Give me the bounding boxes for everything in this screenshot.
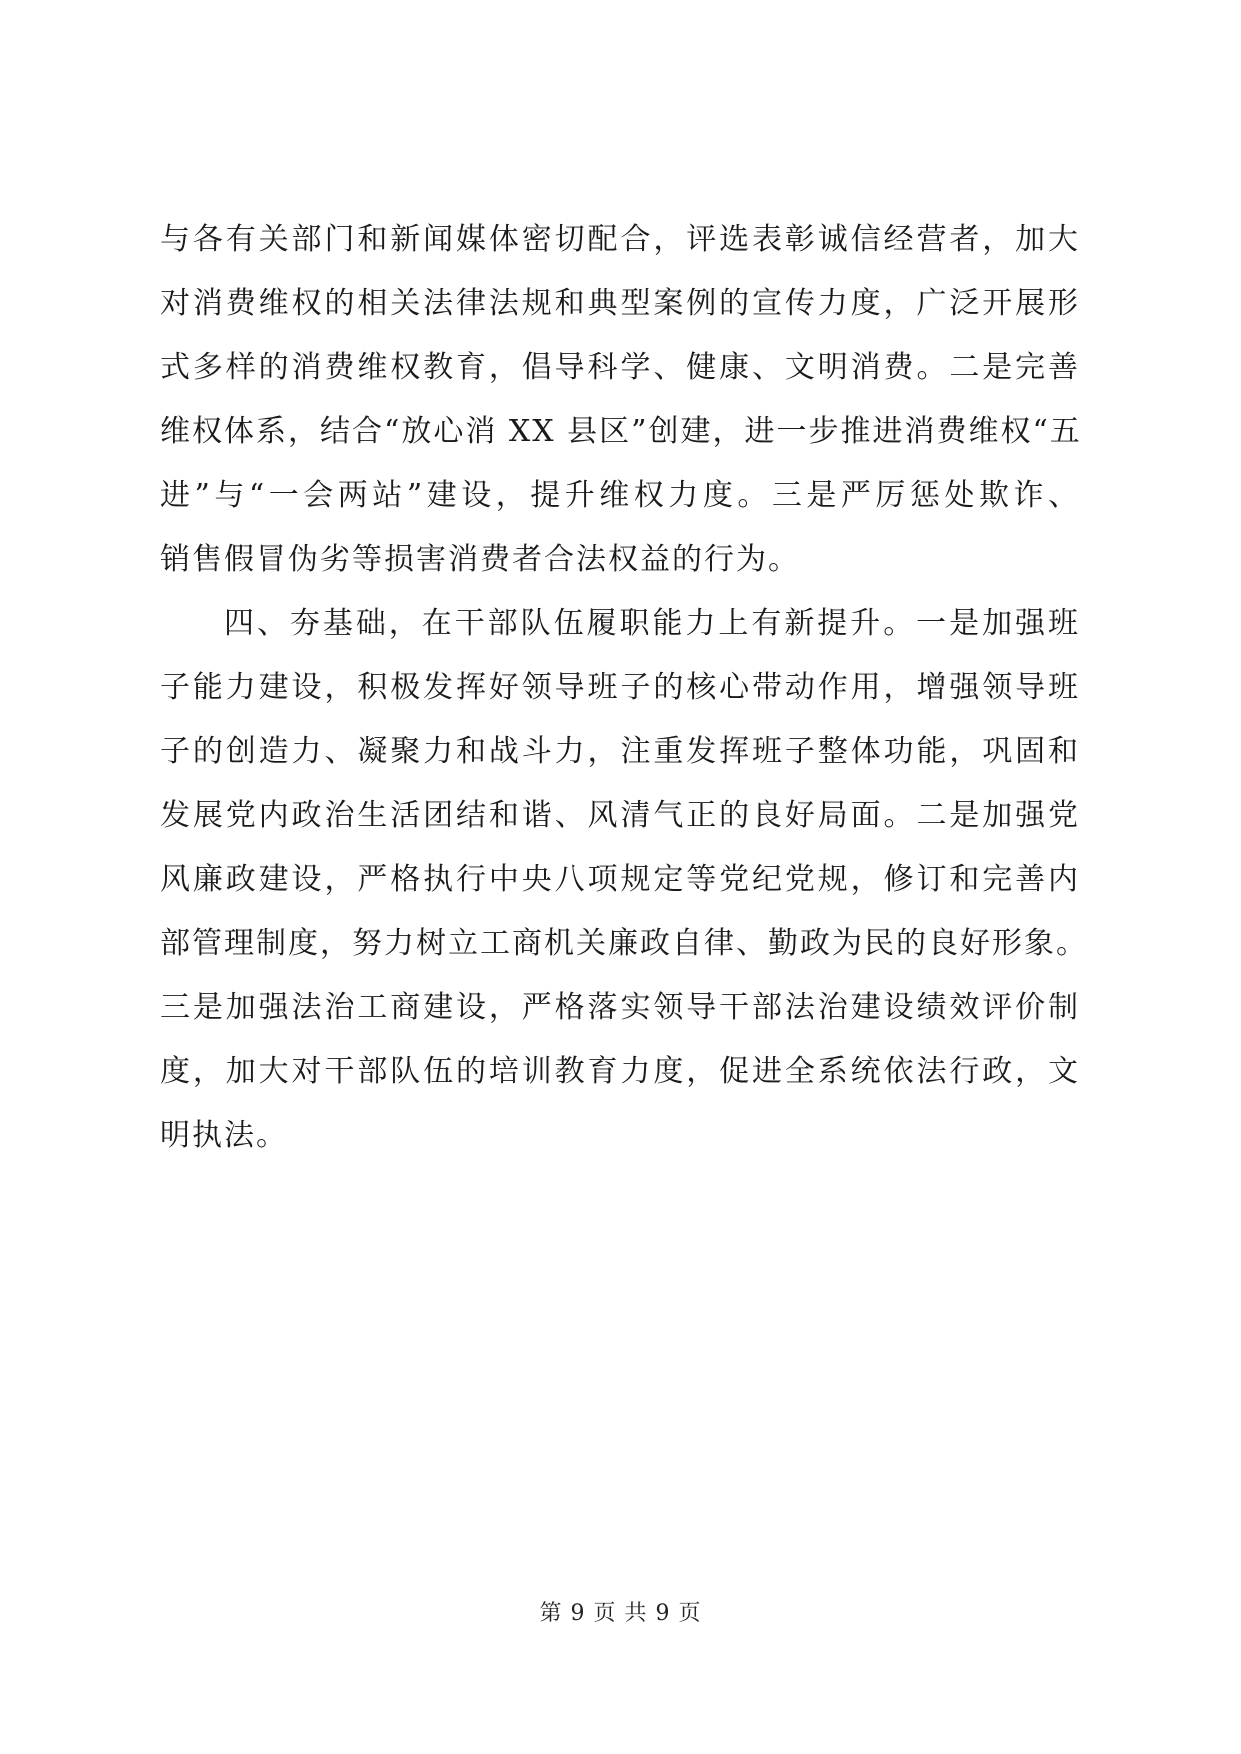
document-body	[160, 208, 1088, 1168]
text-line: 部管理制度，努力树立工商机关廉政自律、勤政为民的良好形象。	[160, 926, 1088, 961]
text-line: 对消费维权的相关法律法规和典型案例的宣传力度，广泛开展形	[160, 286, 1080, 321]
text-line: 发展党内政治生活团结和谐、风清气正的良好局面。二是加强党	[160, 798, 1080, 833]
text-line: 明执法。	[160, 1118, 288, 1153]
page-number-footer: 第 9 页 共 9 页	[539, 1601, 702, 1626]
paragraph	[160, 208, 1080, 592]
text-line: 三是加强法治工商建设，严格落实领导干部法治建设绩效评价制	[160, 990, 1080, 1025]
text-line: 度，加大对干部队伍的培训教育力度，促进全系统依法行政，文	[160, 1054, 1080, 1089]
text-line: 式多样的消费维权教育，倡导科学、健康、文明消费。二是完善	[160, 350, 1080, 385]
text-line: 子能力建设，积极发挥好领导班子的核心带动作用，增强领导班	[160, 670, 1080, 705]
text-line: 四、夯基础，在干部队伍履职能力上有新提升。一是加强班	[224, 606, 1080, 641]
text-line: 风廉政建设，严格执行中央八项规定等党纪党规，修订和完善内	[160, 862, 1080, 897]
text-line: 进”与“一会两站”建设，提升维权力度。三是严厉惩处欺诈、	[160, 478, 1080, 513]
text-line: 子的创造力、凝聚力和战斗力，注重发挥班子整体功能，巩固和	[160, 734, 1080, 769]
text-line: 与各有关部门和新闻媒体密切配合，评选表彰诚信经营者，加大	[160, 222, 1080, 257]
text-line: 销售假冒伪劣等损害消费者合法权益的行为。	[160, 542, 800, 577]
paragraph	[160, 592, 1088, 1168]
text-line: 维权体系，结合“放心消 XX 县区”创建，进一步推进消费维权“五	[160, 414, 1082, 449]
